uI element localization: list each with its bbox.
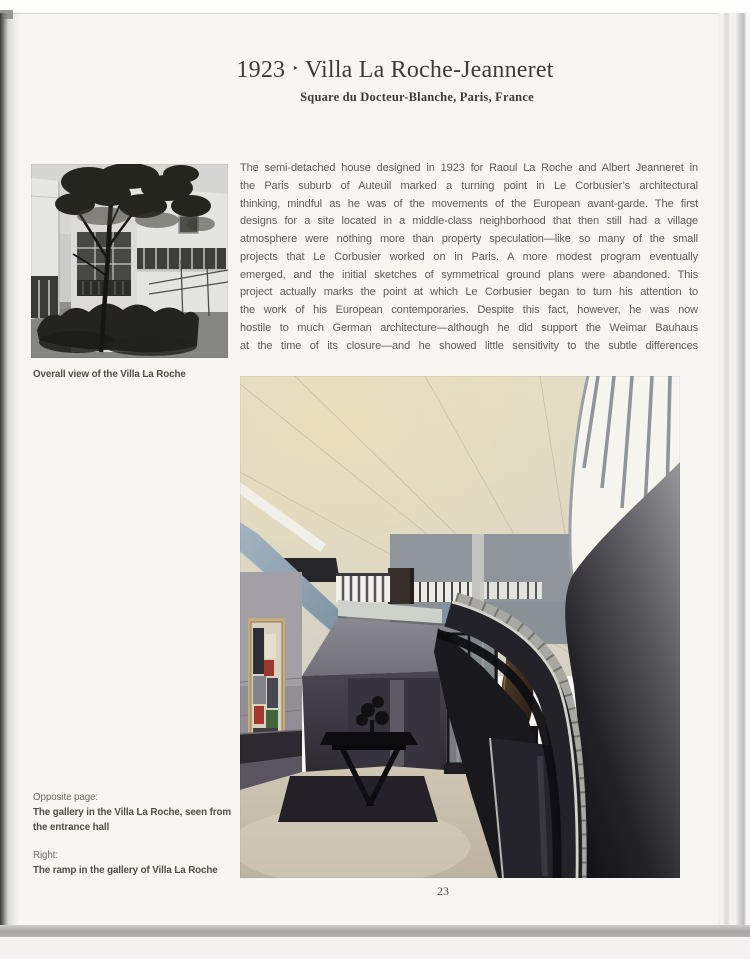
page-number: 23 [437, 884, 449, 898]
page-edge-top [0, 0, 750, 14]
opposite-page-caption-line: The gallery in the Villa La Roche, seen from [33, 807, 231, 818]
exterior-photo-illustration [31, 164, 228, 358]
page-fore-edge [718, 13, 750, 926]
interior-photo-illustration [240, 376, 680, 878]
background-below-page [0, 937, 750, 959]
body-line: emerged, and the initial sketches of symmetrical ground plans were abandoned. This [240, 268, 698, 281]
body-line: project actually marks the point at which Le Corbusier began to turn his attention to [240, 286, 698, 299]
right-caption-line: The ramp in the gallery of Villa La Roche [33, 865, 218, 876]
exterior-photo [31, 164, 228, 358]
body-line: the Paris suburb of Auteuil marked a turning point in Le Corbusier’s architectural [240, 179, 698, 192]
body-line: the work of his European contemporaries. Despite this fact, however, he was now [240, 304, 698, 316]
cubist-painting [248, 618, 285, 750]
opposite-page-caption-line: the entrance hall [33, 822, 110, 833]
exterior-photo-caption: Overall view of the Villa La Roche [33, 369, 186, 380]
right-label: Right: [33, 850, 58, 861]
body-line: atmosphere were nothing more than property speculation—like so many of the small [240, 233, 698, 245]
body-line: thinking, mindful as he was of the movements of the European avant-garde. The first [240, 197, 698, 210]
page-edge-bottom [0, 925, 750, 937]
title-separator-icon: ‣ [292, 63, 299, 75]
page-title [236, 57, 553, 84]
page-subtitle: Square du Docteur-Blanche, Paris, France [300, 90, 534, 104]
interior-photo [240, 376, 680, 878]
body-line: projects that Le Corbusier worked on in Paris. A more modest program eventually [240, 250, 698, 263]
body-line: at the time of its closure—and he showed little sensitivity to the subtle differences [240, 339, 698, 352]
body-line: designs for a site located in a middle-class neighborhood that then still had a village [240, 215, 698, 228]
binding-gutter-shadow [0, 13, 20, 926]
left-building [31, 178, 59, 319]
caption-gap [33, 835, 231, 848]
margin-captions [33, 790, 231, 878]
title-text: Villa La Roche-Jeanneret [304, 57, 554, 83]
body-line: hostile to much German architecture—although he did support the Weimar Bauhaus [240, 321, 698, 334]
body-paragraph [240, 160, 698, 355]
body-line: The semi-detached house designed in 1923 for Raoul La Roche and Albert Jeanneret in [240, 162, 698, 174]
title-year: 1923 [236, 57, 286, 83]
opposite-page-label: Opposite page: [33, 792, 99, 803]
